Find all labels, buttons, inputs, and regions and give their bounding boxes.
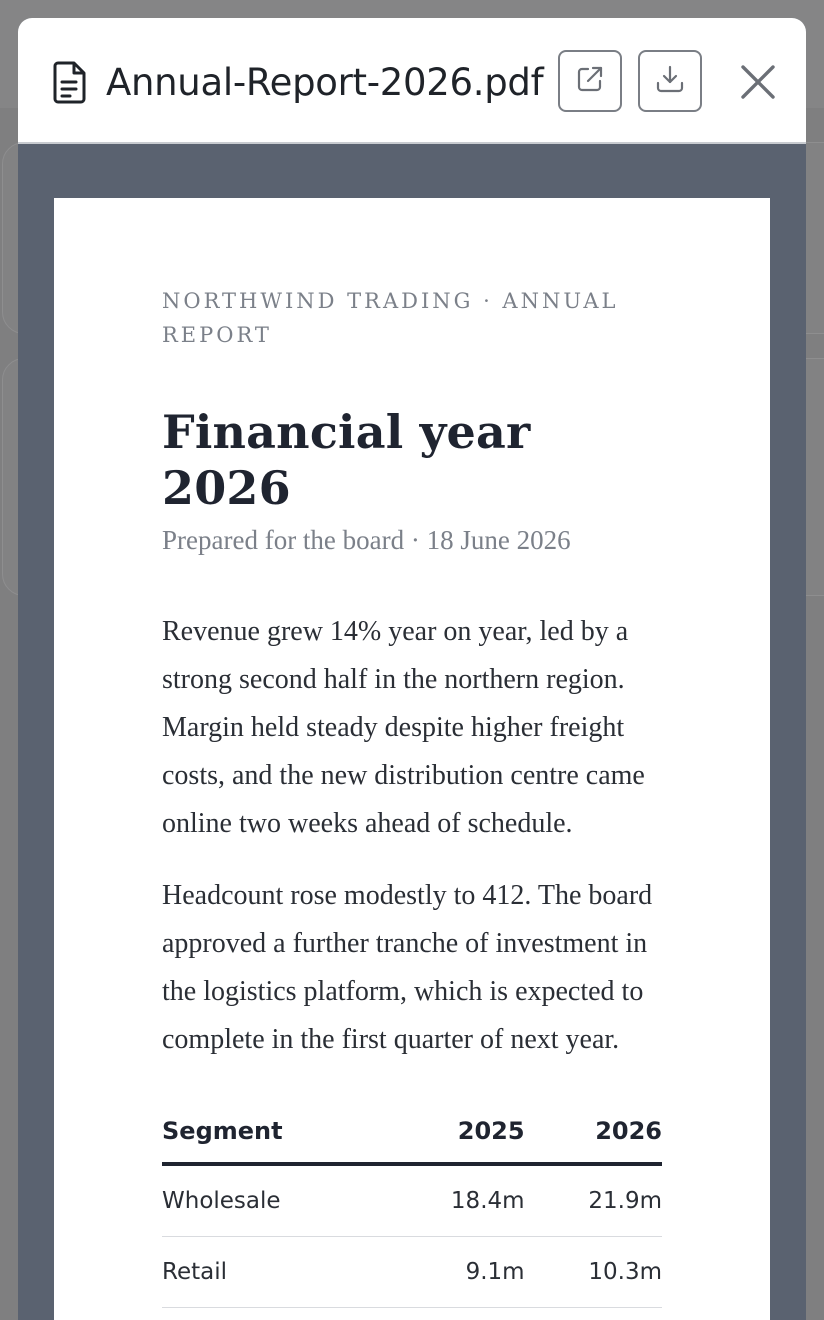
pdf-page xyxy=(54,198,770,1320)
table-cell: 18.4m xyxy=(387,1164,524,1237)
external-link-icon xyxy=(574,63,606,100)
file-text-icon xyxy=(52,60,88,104)
file-name: Annual-Report-2026.pdf xyxy=(106,61,544,104)
close-icon xyxy=(738,62,778,107)
document-subtitle: Prepared for the board · 18 June 2026 xyxy=(162,525,571,555)
pdf-viewer-modal xyxy=(18,18,806,1320)
column-header-segment: Segment xyxy=(162,1116,387,1164)
document-eyebrow: NORTHWIND TRADING · ANNUAL REPORT xyxy=(162,289,619,347)
table-cell: 21.9m xyxy=(525,1164,662,1237)
document-title: Financial year 2026 xyxy=(162,405,531,515)
table-cell: Retail xyxy=(162,1237,387,1308)
page-content xyxy=(162,284,662,1308)
viewer-header xyxy=(18,18,806,144)
table-cell: 10.3m xyxy=(525,1237,662,1308)
download-button[interactable] xyxy=(638,50,702,112)
close-button[interactable] xyxy=(734,60,782,108)
body-paragraph: Headcount rose modestly to 412. The board approved a further tranche of investment in the logistics platform, which is expected to complete in the first quarter of next year. xyxy=(162,880,653,1055)
segment-table xyxy=(162,1116,662,1308)
table-header-row xyxy=(162,1116,662,1164)
download-icon xyxy=(654,63,686,100)
table-row xyxy=(162,1237,662,1308)
table-cell: 9.1m xyxy=(387,1237,524,1308)
column-header-2026: 2026 xyxy=(525,1116,662,1164)
table-row xyxy=(162,1164,662,1237)
body-paragraph: Revenue grew 14% year on year, led by a strong second half in the northern region. Margin held steady despite higher freight costs, and the new distribution centre came online two weeks ahead of schedule. xyxy=(162,616,645,839)
column-header-2025: 2025 xyxy=(387,1116,524,1164)
table-cell: Wholesale xyxy=(162,1164,387,1237)
open-in-new-tab-button[interactable] xyxy=(558,50,622,112)
